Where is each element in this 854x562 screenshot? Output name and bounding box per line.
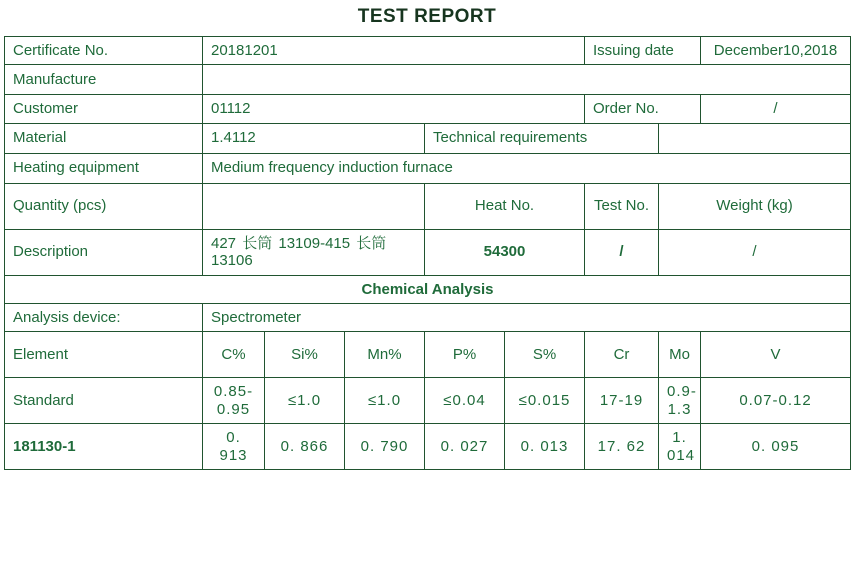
sample-mn: 0. 790 <box>345 424 425 470</box>
standard-mn: ≤1.0 <box>345 378 425 424</box>
customer-value: 01112 <box>203 95 585 123</box>
table-row-chemical-band <box>5 275 851 303</box>
table-row-heating-equipment <box>5 153 851 183</box>
certificate-value: 20181201 <box>203 37 585 65</box>
table-row-certificate <box>5 37 851 65</box>
material-value: 1.4112 <box>203 123 425 153</box>
heating-equipment-value: Medium frequency induction furnace <box>203 153 851 183</box>
description-value: 427 长筒 13109-415 长筒 13106 <box>203 229 425 275</box>
column-header-p: P% <box>425 332 505 378</box>
order-no-label: Order No. <box>585 95 701 123</box>
material-label: Material <box>5 123 203 153</box>
standard-cr: 17-19 <box>585 378 659 424</box>
table-row-standard <box>5 378 851 424</box>
table-row-material <box>5 123 851 153</box>
standard-c: 0.85-0.95 <box>203 378 265 424</box>
heat-no-value: 54300 <box>425 229 585 275</box>
table-row-analysis-device <box>5 303 851 331</box>
quantity-value <box>203 183 425 229</box>
description-label: Description <box>5 229 203 275</box>
column-header-v: V <box>701 332 851 378</box>
standard-v: 0.07-0.12 <box>701 378 851 424</box>
test-no-value: / <box>585 229 659 275</box>
table-row-element-header <box>5 332 851 378</box>
customer-label: Customer <box>5 95 203 123</box>
column-header-element: Element <box>5 332 203 378</box>
manufacture-label: Manufacture <box>5 65 203 95</box>
manufacture-value <box>203 65 851 95</box>
test-no-label: Test No. <box>585 183 659 229</box>
certificate-label: Certificate No. <box>5 37 203 65</box>
row-label-sample: 181130-1 <box>5 424 203 470</box>
technical-requirements-label: Technical requirements <box>425 123 659 153</box>
column-header-mn: Mn% <box>345 332 425 378</box>
table-row-manufacture <box>5 65 851 95</box>
standard-s: ≤0.015 <box>505 378 585 424</box>
sample-p: 0. 027 <box>425 424 505 470</box>
column-header-si: Si% <box>265 332 345 378</box>
column-header-s: S% <box>505 332 585 378</box>
page-title: TEST REPORT <box>357 6 497 27</box>
column-header-cr: Cr <box>585 332 659 378</box>
sample-si: 0. 866 <box>265 424 345 470</box>
analysis-device-label: Analysis device: <box>5 303 203 331</box>
standard-si: ≤1.0 <box>265 378 345 424</box>
heating-equipment-label: Heating equipment <box>5 153 203 183</box>
standard-p: ≤0.04 <box>425 378 505 424</box>
sample-v: 0. 095 <box>701 424 851 470</box>
weight-value: / <box>659 229 851 275</box>
weight-label: Weight (kg) <box>659 183 851 229</box>
sample-s: 0. 013 <box>505 424 585 470</box>
issuing-date-label: Issuing date <box>585 37 701 65</box>
column-header-c: C% <box>203 332 265 378</box>
issuing-date-value: December10,2018 <box>701 37 851 65</box>
table-row-quantity <box>5 183 851 229</box>
heat-no-label: Heat No. <box>425 183 585 229</box>
standard-mo: 0.9-1.3 <box>659 378 701 424</box>
order-no-value: / <box>701 95 851 123</box>
technical-requirements-value <box>659 123 851 153</box>
row-label-standard: Standard <box>5 378 203 424</box>
column-header-mo: Mo <box>659 332 701 378</box>
table-row-customer <box>5 95 851 123</box>
sample-cr: 17. 62 <box>585 424 659 470</box>
sample-c: 0. 913 <box>203 424 265 470</box>
table-row-description <box>5 229 851 275</box>
sample-mo: 1. 014 <box>659 424 701 470</box>
report-table <box>4 36 851 470</box>
quantity-label: Quantity (pcs) <box>5 183 203 229</box>
chemical-analysis-band: Chemical Analysis <box>5 275 851 303</box>
analysis-device-value: Spectrometer <box>203 303 851 331</box>
table-row-sample <box>5 424 851 470</box>
